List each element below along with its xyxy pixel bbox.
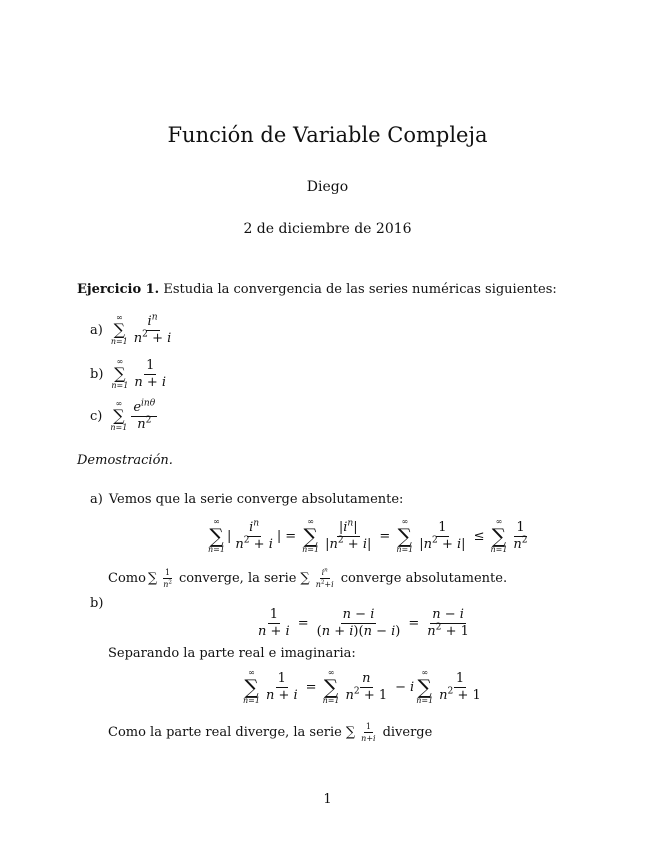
fraction: $\frac{1}{n^2}$ xyxy=(163,568,172,589)
fraction: $\frac{1}{n^2}$ xyxy=(513,519,528,552)
proof-label: Demostración. xyxy=(77,453,173,468)
sum-symbol: ∞ ∑ n=1 xyxy=(110,313,128,346)
author-name: Diego xyxy=(306,179,349,195)
equation-part-b-2: ∞ ∑ n=1 $\frac{1}{n + i}$ = ∞ ∑ n=1 $\frac{n}{n^2 + 1}$ − i ∞ ∑ n=1 $\frac{1}{n^2 + 1}$ xyxy=(243,668,481,705)
exercise-item-c xyxy=(90,400,159,432)
sum-symbol: ∞ ∑ n=1 xyxy=(111,357,129,390)
item-label: c) xyxy=(90,408,103,424)
item-label: b) xyxy=(90,366,104,382)
sum-symbol: ∞ ∑ n=1 xyxy=(416,668,434,705)
sum-symbol: ∞ ∑ n=1 xyxy=(110,399,128,432)
fraction: $\frac{1}{n + i}$ xyxy=(258,607,290,639)
exercise-item-b xyxy=(90,358,170,390)
fraction: $\frac{1}{n + i}$ xyxy=(134,357,167,390)
proof-part-b-conclusion: Como la parte real diverge, la serie ∑ $\frac{1}{n+i}$ diverge xyxy=(108,722,433,743)
sum-symbol: ∞ ∑ n=1 xyxy=(302,517,320,554)
item-label: a) xyxy=(90,322,103,338)
sum-symbol: ∞ ∑ n=1 xyxy=(396,517,414,554)
fraction: $\frac{n - i}{n^2 + 1}$ xyxy=(427,607,469,639)
exercise-label: Ejercicio 1. xyxy=(77,282,160,297)
fraction: $\frac{e^{in\theta}}{n^2}$ xyxy=(133,398,156,432)
exercise-text: Estudia la convergencia de las series numéricas siguientes: xyxy=(163,282,557,297)
fraction: $\frac{i^n}{n^2+i}$ xyxy=(315,567,334,589)
sum-symbol: ∞ ∑ n=1 xyxy=(243,668,260,705)
fraction: $\frac{1}{n + i}$ xyxy=(265,670,298,703)
proof-part-b-label: b) xyxy=(90,596,104,611)
equation-part-a: ∞ ∑ n=1 | $\frac{i^n}{n^2 + i}$ | = ∞ ∑ n=1 $\frac{|i^n|}{|n^2 + i|}$ = ∞ ∑ n=1 $\frac{1}{|n^2 + i|}$ ≤ ∞ ∑ n=1 $\frac{1}{n^2}$ xyxy=(208,517,528,554)
fraction: $\frac{n}{n^2 + 1}$ xyxy=(345,670,388,703)
document-date: 2 de diciembre de 2016 xyxy=(243,221,412,237)
fraction: $\frac{1}{n+i}$ xyxy=(361,722,376,743)
page-number: 1 xyxy=(323,792,332,807)
fraction: $\frac{i^n}{n^2 + i}$ xyxy=(235,518,273,552)
proof-part-a-conclusion: Como ∑ $\frac{1}{n^2}$ converge, la serie ∑ $\frac{i^n}{n^2+i}$ converge absolutamente. xyxy=(108,567,508,589)
fraction: $\frac{i^n}{n^2 + i}$ xyxy=(133,312,172,346)
exercise-statement xyxy=(77,281,557,298)
equation-part-b-1: $\frac{1}{n + i}$ = $\frac{n - i}{(n + i)(n - i)}$ = $\frac{n - i}{n^2 + 1}$ xyxy=(258,607,469,639)
proof-part-b-middle: Separando la parte real e imaginaria: xyxy=(108,646,356,661)
sum-symbol: ∞ ∑ n=1 xyxy=(322,668,340,705)
proof-part-a-intro: a) Vemos que la serie converge absolutamente: xyxy=(90,492,404,507)
sum-symbol: ∞ ∑ n=1 xyxy=(490,517,508,554)
fraction: $\frac{n - i}{(n + i)(n - i)}$ xyxy=(316,607,401,639)
fraction: $\frac{1}{|n^2 + i|}$ xyxy=(419,519,466,552)
sum-symbol: ∞ ∑ n=1 xyxy=(208,517,225,554)
document-title: Función de Variable Compleja xyxy=(167,123,488,147)
fraction: $\frac{|i^n|}{|n^2 + i|}$ xyxy=(325,518,372,552)
fraction: $\frac{1}{n^2 + 1}$ xyxy=(439,670,481,703)
exercise-item-a xyxy=(90,314,175,346)
